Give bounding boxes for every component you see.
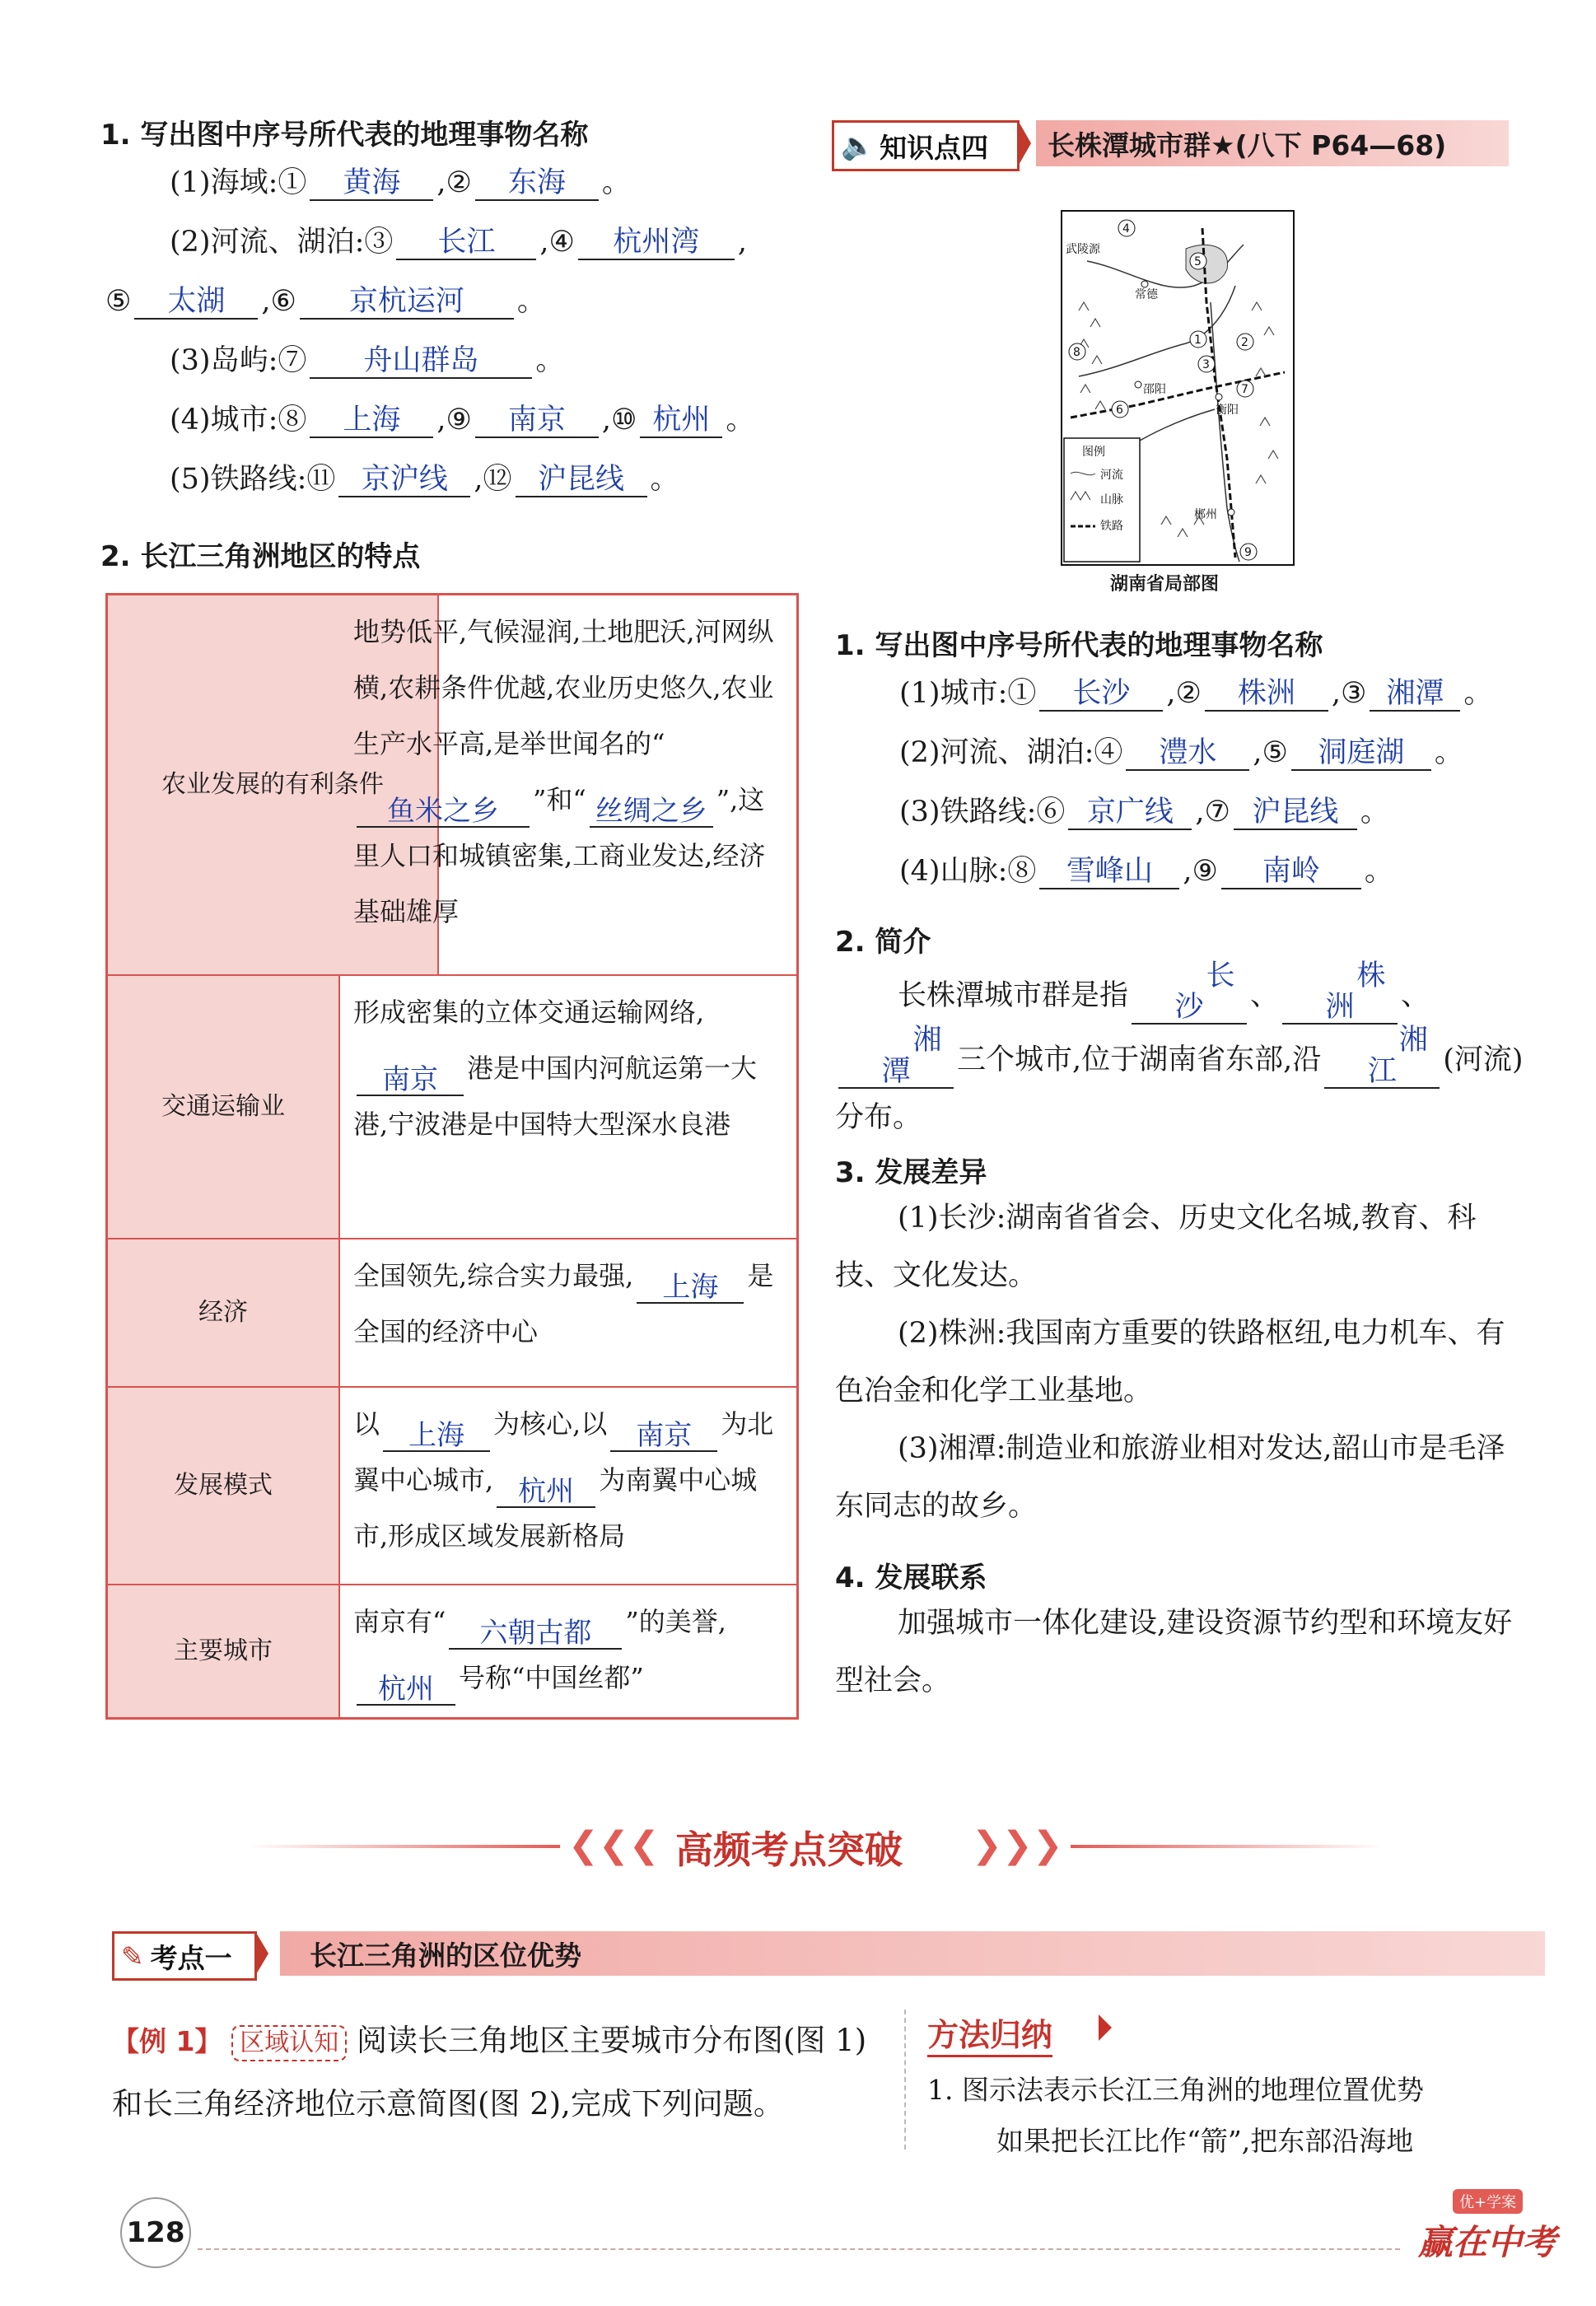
right-q1-river-line: (2)河流、湖泊:④ 澧水 ,⑤ 洞庭湖 。 (899, 736, 1463, 769)
method-title: 方法归纳 (927, 2010, 1052, 2057)
chevrons-left-icon: ❮❮❮ (568, 1824, 660, 1866)
svg-text:9: 9 (1244, 546, 1252, 559)
right-q3-item: (1)长沙:湖南省省会、历史文化名城,教育、科技、文化发达。 (835, 1202, 1477, 1292)
svg-text:邵阳: 邵阳 (1143, 383, 1166, 396)
svg-text:5: 5 (1194, 255, 1202, 268)
row-label: 发展模式 (108, 1388, 340, 1584)
answer-blank: 太湖 (134, 285, 258, 320)
right-q4-text: 加强城市一体化建设,建设资源节约型和环境友好型社会。 (835, 1607, 1513, 1697)
table-row (108, 974, 796, 1238)
left-q1-river-line2: ⑤ 太湖 ,⑥ 京杭运河 。 (105, 285, 546, 318)
answer-blank: 沪昆线 (1234, 796, 1357, 830)
answer-blank: 长沙 (1039, 677, 1163, 712)
brand-badge: 优+学案 (1453, 2189, 1523, 2214)
answer-blank: 南岭 (1221, 855, 1361, 889)
answer-blank: 澧水 (1126, 736, 1249, 771)
row-content: 形成密集的立体交通运输网络,南京 港是中国内河航运第一大港,宁波港是中国特大型深水良港 (353, 997, 758, 1140)
answer-blank: 湘潭 (838, 1025, 954, 1089)
hunan-map (1061, 210, 1295, 566)
right-q1-city-line: (1)城市:① 长沙 ,② 株洲 ,③ 湘潭 。 (899, 677, 1493, 710)
footer-line (198, 2248, 1400, 2250)
svg-text:衡阳: 衡阳 (1216, 404, 1239, 417)
map-drawing (1062, 212, 1293, 564)
divider-line-left (247, 1845, 560, 1848)
divider-line-right (1071, 1845, 1384, 1848)
left-q1-city-line: (4)城市:⑧ 上海 ,⑨ 南京 ,⑩ 杭州 。 (170, 404, 755, 436)
svg-text:郴州: 郴州 (1194, 508, 1217, 521)
example-text: 【例 1】 区域认知 阅读长三角地区主要城市分布图(图 1)和长三角经济地位示意简图(图 2),完成下列问题。 (112, 2023, 867, 2122)
exam-point-tag: ✎ 考点一 (112, 1931, 257, 1981)
notebook-icon: ✎ (121, 1940, 144, 1972)
left-q1-sea-line: (1)海域:① 黄海 ,② 东海 。 (170, 166, 631, 199)
svg-text:8: 8 (1073, 346, 1080, 359)
svg-text:1: 1 (1194, 334, 1202, 347)
svg-text:山脉: 山脉 (1100, 493, 1123, 506)
answer-blank: 上海 (310, 404, 433, 438)
answer-blank: 杭州湾 (578, 226, 735, 260)
answer-blank: 长沙 (1132, 960, 1247, 1025)
tag-arrow-icon (1018, 120, 1031, 166)
answer-blank: 南京 (610, 1421, 717, 1452)
table-row (108, 1238, 796, 1386)
answer-blank: 杭州 (357, 1674, 455, 1706)
brand-logo: 赢在中考 (1418, 2222, 1557, 2262)
tag-arrow-icon (255, 1931, 268, 1976)
section-title: 高频考点突破 (675, 1828, 903, 1872)
row-label: 经济 (108, 1239, 340, 1386)
example-badge: 区域认知 (231, 2025, 347, 2061)
svg-text:7: 7 (1241, 383, 1248, 396)
page-number: 128 (120, 2197, 191, 2268)
left-q1-island-line: (3)岛屿:⑦ 舟山群岛 。 (170, 344, 565, 377)
answer-blank: 株洲 (1205, 677, 1328, 712)
exam-point-title: 长江三角洲的区位优势 (280, 1931, 1545, 1976)
svg-text:武陵源: 武陵源 (1066, 243, 1100, 256)
svg-text:2: 2 (1241, 336, 1248, 349)
row-label: 交通运输业 (108, 976, 340, 1238)
answer-blank: 丝绸之乡 (590, 796, 713, 828)
method-line: 1. 图示法表示长江三角洲的地理位置优势 (927, 2074, 1424, 2106)
table-row (108, 1584, 796, 1717)
chevrons-right-icon: ❯❯❯ (972, 1824, 1063, 1866)
method-line: 如果把长江比作“箭”,把东部沿海地 (996, 2125, 1414, 2157)
answer-blank: 杭州 (497, 1477, 595, 1508)
row-label: 农业发展的有利条件 (108, 595, 439, 974)
answer-blank: 南京 (357, 1065, 464, 1096)
answer-blank: 雪峰山 (1039, 855, 1179, 889)
svg-text:4: 4 (1122, 222, 1130, 236)
yangtze-delta-table (105, 593, 799, 1720)
right-q1-mountain-line: (4)山脉:⑧ 雪峰山 ,⑨ 南岭 。 (899, 855, 1393, 888)
answer-blank: 京广线 (1068, 796, 1192, 830)
answer-blank: 株洲 (1282, 960, 1398, 1025)
row-label: 主要城市 (108, 1585, 340, 1717)
answer-blank: 鱼米之乡 (357, 796, 530, 828)
right-q3-item: (3)湘潭:制造业和旅游业相对发达,韶山市是毛泽东同志的故乡。 (835, 1432, 1505, 1523)
answer-blank: 黄海 (310, 166, 433, 201)
svg-text:6: 6 (1116, 404, 1123, 417)
left-q2-title: 2. 长江三角洲地区的特点 (100, 540, 421, 573)
answer-blank: 杭州 (640, 404, 722, 438)
row-content: 南京有“ 六朝古都 ”的美誉,杭州 号称“中国丝都” (353, 1606, 726, 1706)
answer-blank: 湘潭 (1370, 677, 1460, 712)
left-q1-title: 1. 写出图中序号所代表的地理事物名称 (100, 119, 589, 152)
right-q2-text: 长株潭城市群是指长沙 、株洲 、湘潭 三个城市,位于湖南省东部,沿湘江 (河流)分布。 (835, 959, 1524, 1134)
answer-blank: 六朝古都 (449, 1618, 622, 1650)
answer-blank: 沪昆线 (516, 463, 647, 497)
knowledge-point-title: 长株潭城市群★(八下 P64—68) (1036, 120, 1509, 166)
table-row (108, 1386, 796, 1584)
answer-blank: 舟山群岛 (310, 344, 532, 379)
knowledge-point-tag: 🔈 知识点四 (832, 120, 1020, 171)
answer-blank: 京杭运河 (300, 285, 514, 320)
right-q3-item: (2)株洲:我国南方重要的铁路枢纽,电力机车、有色冶金和化学工业基地。 (835, 1317, 1505, 1407)
answer-blank: 长江 (396, 226, 536, 260)
svg-text:图例: 图例 (1082, 446, 1105, 459)
answer-blank: 上海 (637, 1272, 744, 1304)
right-q4-title: 4. 发展联系 (835, 1561, 987, 1594)
left-q1-rail-line: (5)铁路线:⑪ 京沪线 ,⑫ 沪昆线 。 (170, 463, 679, 496)
answer-blank: 洞庭湖 (1291, 736, 1431, 771)
svg-text:河流: 河流 (1100, 469, 1123, 482)
svg-text:3: 3 (1202, 358, 1210, 371)
method-arrow-icon (1099, 2014, 1112, 2041)
right-q1-rail-line: (3)铁路线:⑥ 京广线 ,⑦ 沪昆线 。 (899, 796, 1389, 829)
column-separator (904, 2010, 908, 2150)
right-q3-title: 3. 发展差异 (835, 1156, 987, 1189)
answer-blank: 湘江 (1324, 1025, 1440, 1089)
answer-blank: 上海 (383, 1421, 490, 1452)
answer-blank: 京沪线 (338, 463, 470, 497)
map-caption: 湖南省局部图 (1110, 574, 1220, 595)
right-q1-title: 1. 写出图中序号所代表的地理事物名称 (835, 629, 1323, 662)
svg-text:铁路: 铁路 (1100, 520, 1123, 533)
svg-text:常德: 常德 (1135, 288, 1158, 301)
row-content: 全国领先,综合实力最强, 上海 是全国的经济中心 (353, 1260, 774, 1347)
speaker-icon: 🔈 (841, 129, 875, 161)
answer-blank: 南京 (475, 404, 599, 438)
table-row (108, 595, 796, 974)
right-q2-title: 2. 简介 (835, 926, 931, 959)
row-content: 以 上海 为核心,以 南京 为北翼中心城市, 杭州 为南翼中心城市,形成区域发展新格局 (353, 1408, 774, 1552)
answer-blank: 东海 (475, 166, 599, 201)
left-q1-river-line: (2)河流、湖泊:③ 长江 ,④ 杭州湾 , (170, 226, 748, 259)
row-content: 地势低平,气候湿润,土地肥沃,河网纵横,农耕条件优越,农业历史悠久,农业生产水平高,是举世闻名的“鱼米之乡 ”和“ 丝绸之乡 ”,这里人口和城镇密集,工商业发达,经济基础雄厚 (353, 616, 774, 927)
